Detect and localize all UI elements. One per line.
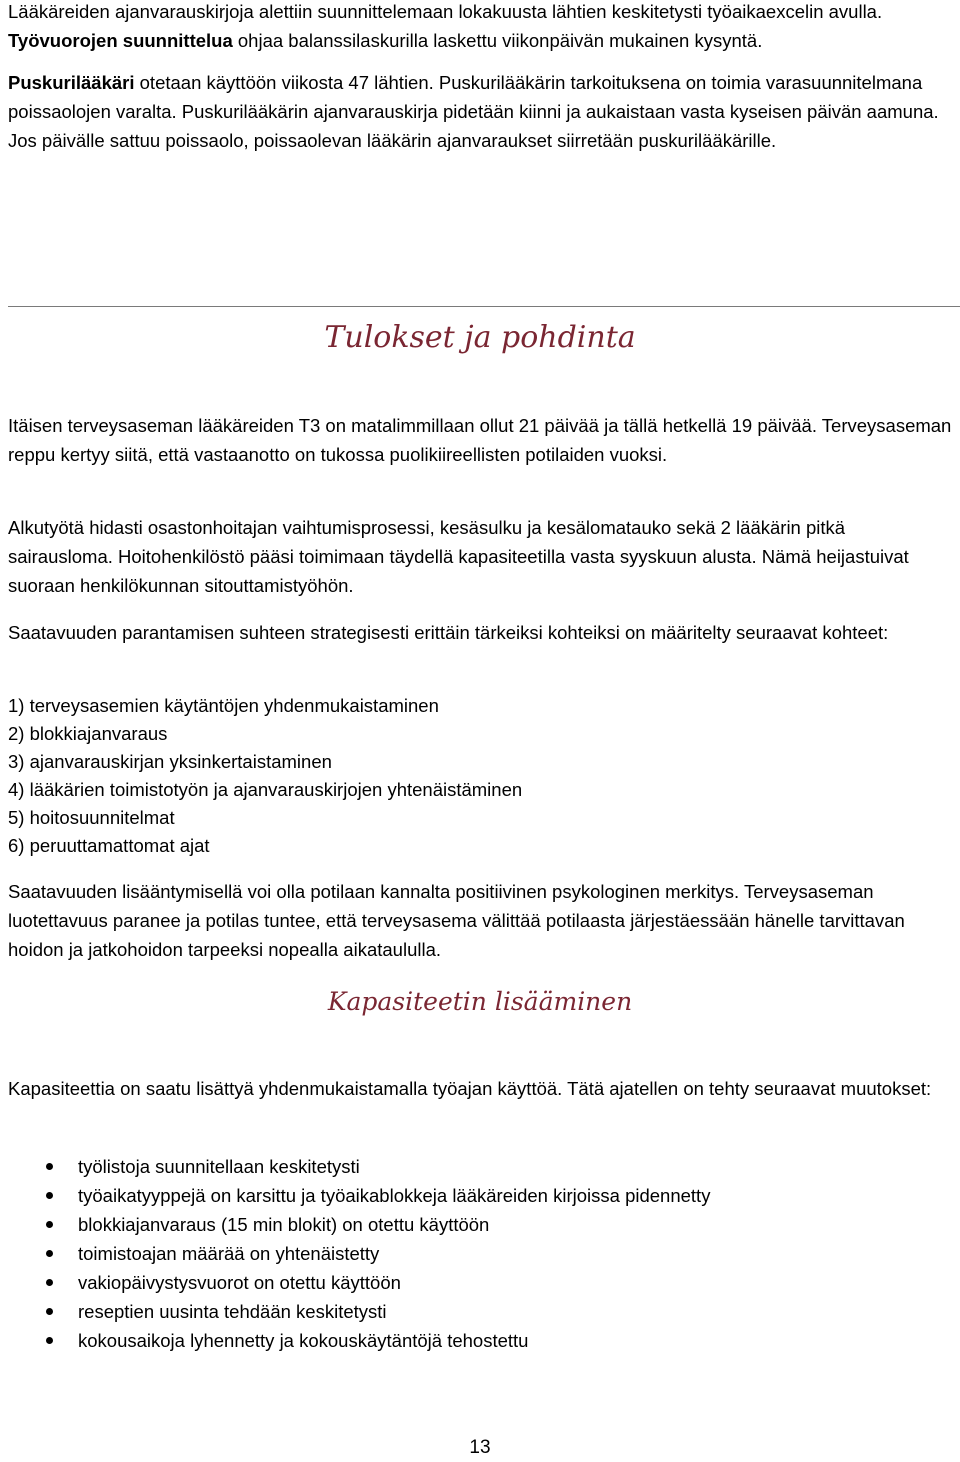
list-item: 6) peruuttamattomat ajat <box>8 835 210 856</box>
list-item <box>8 1239 710 1268</box>
list-item <box>8 1152 710 1181</box>
list-item-text: vakiopäivystysvuorot on otettu käyttöön <box>78 1272 401 1293</box>
list-item <box>8 1326 710 1355</box>
list-item-text: työaikatyyppejä on karsittu ja työaikablokkeja lääkäreiden kirjoissa pidennetty <box>78 1185 711 1206</box>
bullet-icon <box>46 1250 53 1257</box>
bullet-icon <box>46 1337 53 1344</box>
list-item <box>8 1297 710 1326</box>
section-heading-capacity: Kapasiteetin lisääminen <box>327 987 633 1016</box>
list-item-text: blokkiajanvaraus (15 min blokit) on otettu käyttöön <box>78 1214 490 1235</box>
intro-paragraph-1 <box>8 0 952 55</box>
list-item: 3) ajanvarauskirjan yksinkertaistaminen <box>8 751 332 772</box>
bullet-icon <box>46 1279 53 1286</box>
page-number: 13 <box>469 1437 491 1458</box>
bullet-icon <box>46 1221 53 1228</box>
list-item: 2) blokkiajanvaraus <box>8 723 168 744</box>
list-item-text: toimistoajan määrää on yhtenäistetty <box>78 1243 380 1264</box>
intro-text-a: Lääkäreiden ajanvarauskirjoja alettiin suunnittelemaan lokakuusta lähtien keskitetysti työaikaexcelin avulla. <box>8 1 883 22</box>
section-heading-results: Tulokset ja pohdinta <box>324 320 636 355</box>
results-paragraph-2: Alkutyötä hidasti osastonhoitajan vaihtumisprosessi, kesäsulku ja kesälomatauko sekä 2 lääkärin pitkä sairausloma. Hoitohenkilöstö pääsi toimimaan täydellä kapasiteetilla vasta syyskuun alusta. Nämä heijastuivat suoraan henkilökunnan sitouttamistyöhön. <box>8 517 909 596</box>
intro-text-c: otetaan käyttöön viikosta 47 lähtien. Puskurilääkärin tarkoituksena on toimia varasuunnitelmana poissaolojen varalta. Puskurilääkärin ajanvarauskirja pidetään kiinni ja aukaistaan vasta kyseisen päivän aamuna. Jos päivälle sattuu poissaolo, poissaolevan lääkärin ajanvaraukset siirretään puskurilääkärille. <box>8 72 939 151</box>
target-list <box>8 692 522 860</box>
intro-bold-term-1: Työvuorojen suunnittelua <box>8 30 233 51</box>
intro-bold-term-2: Puskurilääkäri <box>8 72 135 93</box>
results-paragraph-4: Saatavuuden lisääntymisellä voi olla potilaan kannalta positiivinen psykologinen merkitys. Terveysaseman luotettavuus paranee ja potilas tuntee, että terveysasema välittää potilaasta järjestäessään hänelle tarvittavan hoidon ja jatkohoidon tarpeeksi nopealla aikataululla. <box>8 881 905 960</box>
changes-list <box>8 1152 710 1355</box>
intro-paragraph-2 <box>8 68 952 155</box>
bullet-icon <box>46 1163 53 1170</box>
bullet-icon <box>46 1192 53 1199</box>
list-item-text: reseptien uusinta tehdään keskitetysti <box>78 1301 387 1322</box>
section-divider <box>8 306 960 307</box>
capacity-paragraph-1: Kapasiteettia on saatu lisättyä yhdenmukaistamalla työajan käyttöä. Tätä ajatellen on tehty seuraavat muutokset: <box>8 1078 932 1099</box>
list-item-text: kokousaikoja lyhennetty ja kokouskäytäntöjä tehostettu <box>78 1330 529 1351</box>
bullet-icon <box>46 1308 53 1315</box>
list-item <box>8 1268 710 1297</box>
results-paragraph-1: Itäisen terveysaseman lääkäreiden T3 on matalimmillaan ollut 21 päivää ja tällä hetkellä 19 päivää. Terveysaseman reppu kertyy siitä, että vastaanotto on tukossa puolikiireellisten potilaiden vuoksi. <box>8 415 952 465</box>
results-paragraph-3: Saatavuuden parantamisen suhteen strategisesti erittäin tärkeiksi kohteiksi on määritelty seuraavat kohteet: <box>8 622 889 643</box>
list-item-text: työlistoja suunnitellaan keskitetysti <box>78 1156 360 1177</box>
list-item: 5) hoitosuunnitelmat <box>8 807 175 828</box>
intro-text-b: ohjaa balanssilaskurilla laskettu viikonpäivän mukainen kysyntä. <box>232 30 763 51</box>
list-item: 4) lääkärien toimistotyön ja ajanvarauskirjojen yhtenäistäminen <box>8 779 523 800</box>
list-item: 1) terveysasemien käytäntöjen yhdenmukaistaminen <box>8 695 439 716</box>
list-item <box>8 1181 710 1210</box>
list-item <box>8 1210 710 1239</box>
